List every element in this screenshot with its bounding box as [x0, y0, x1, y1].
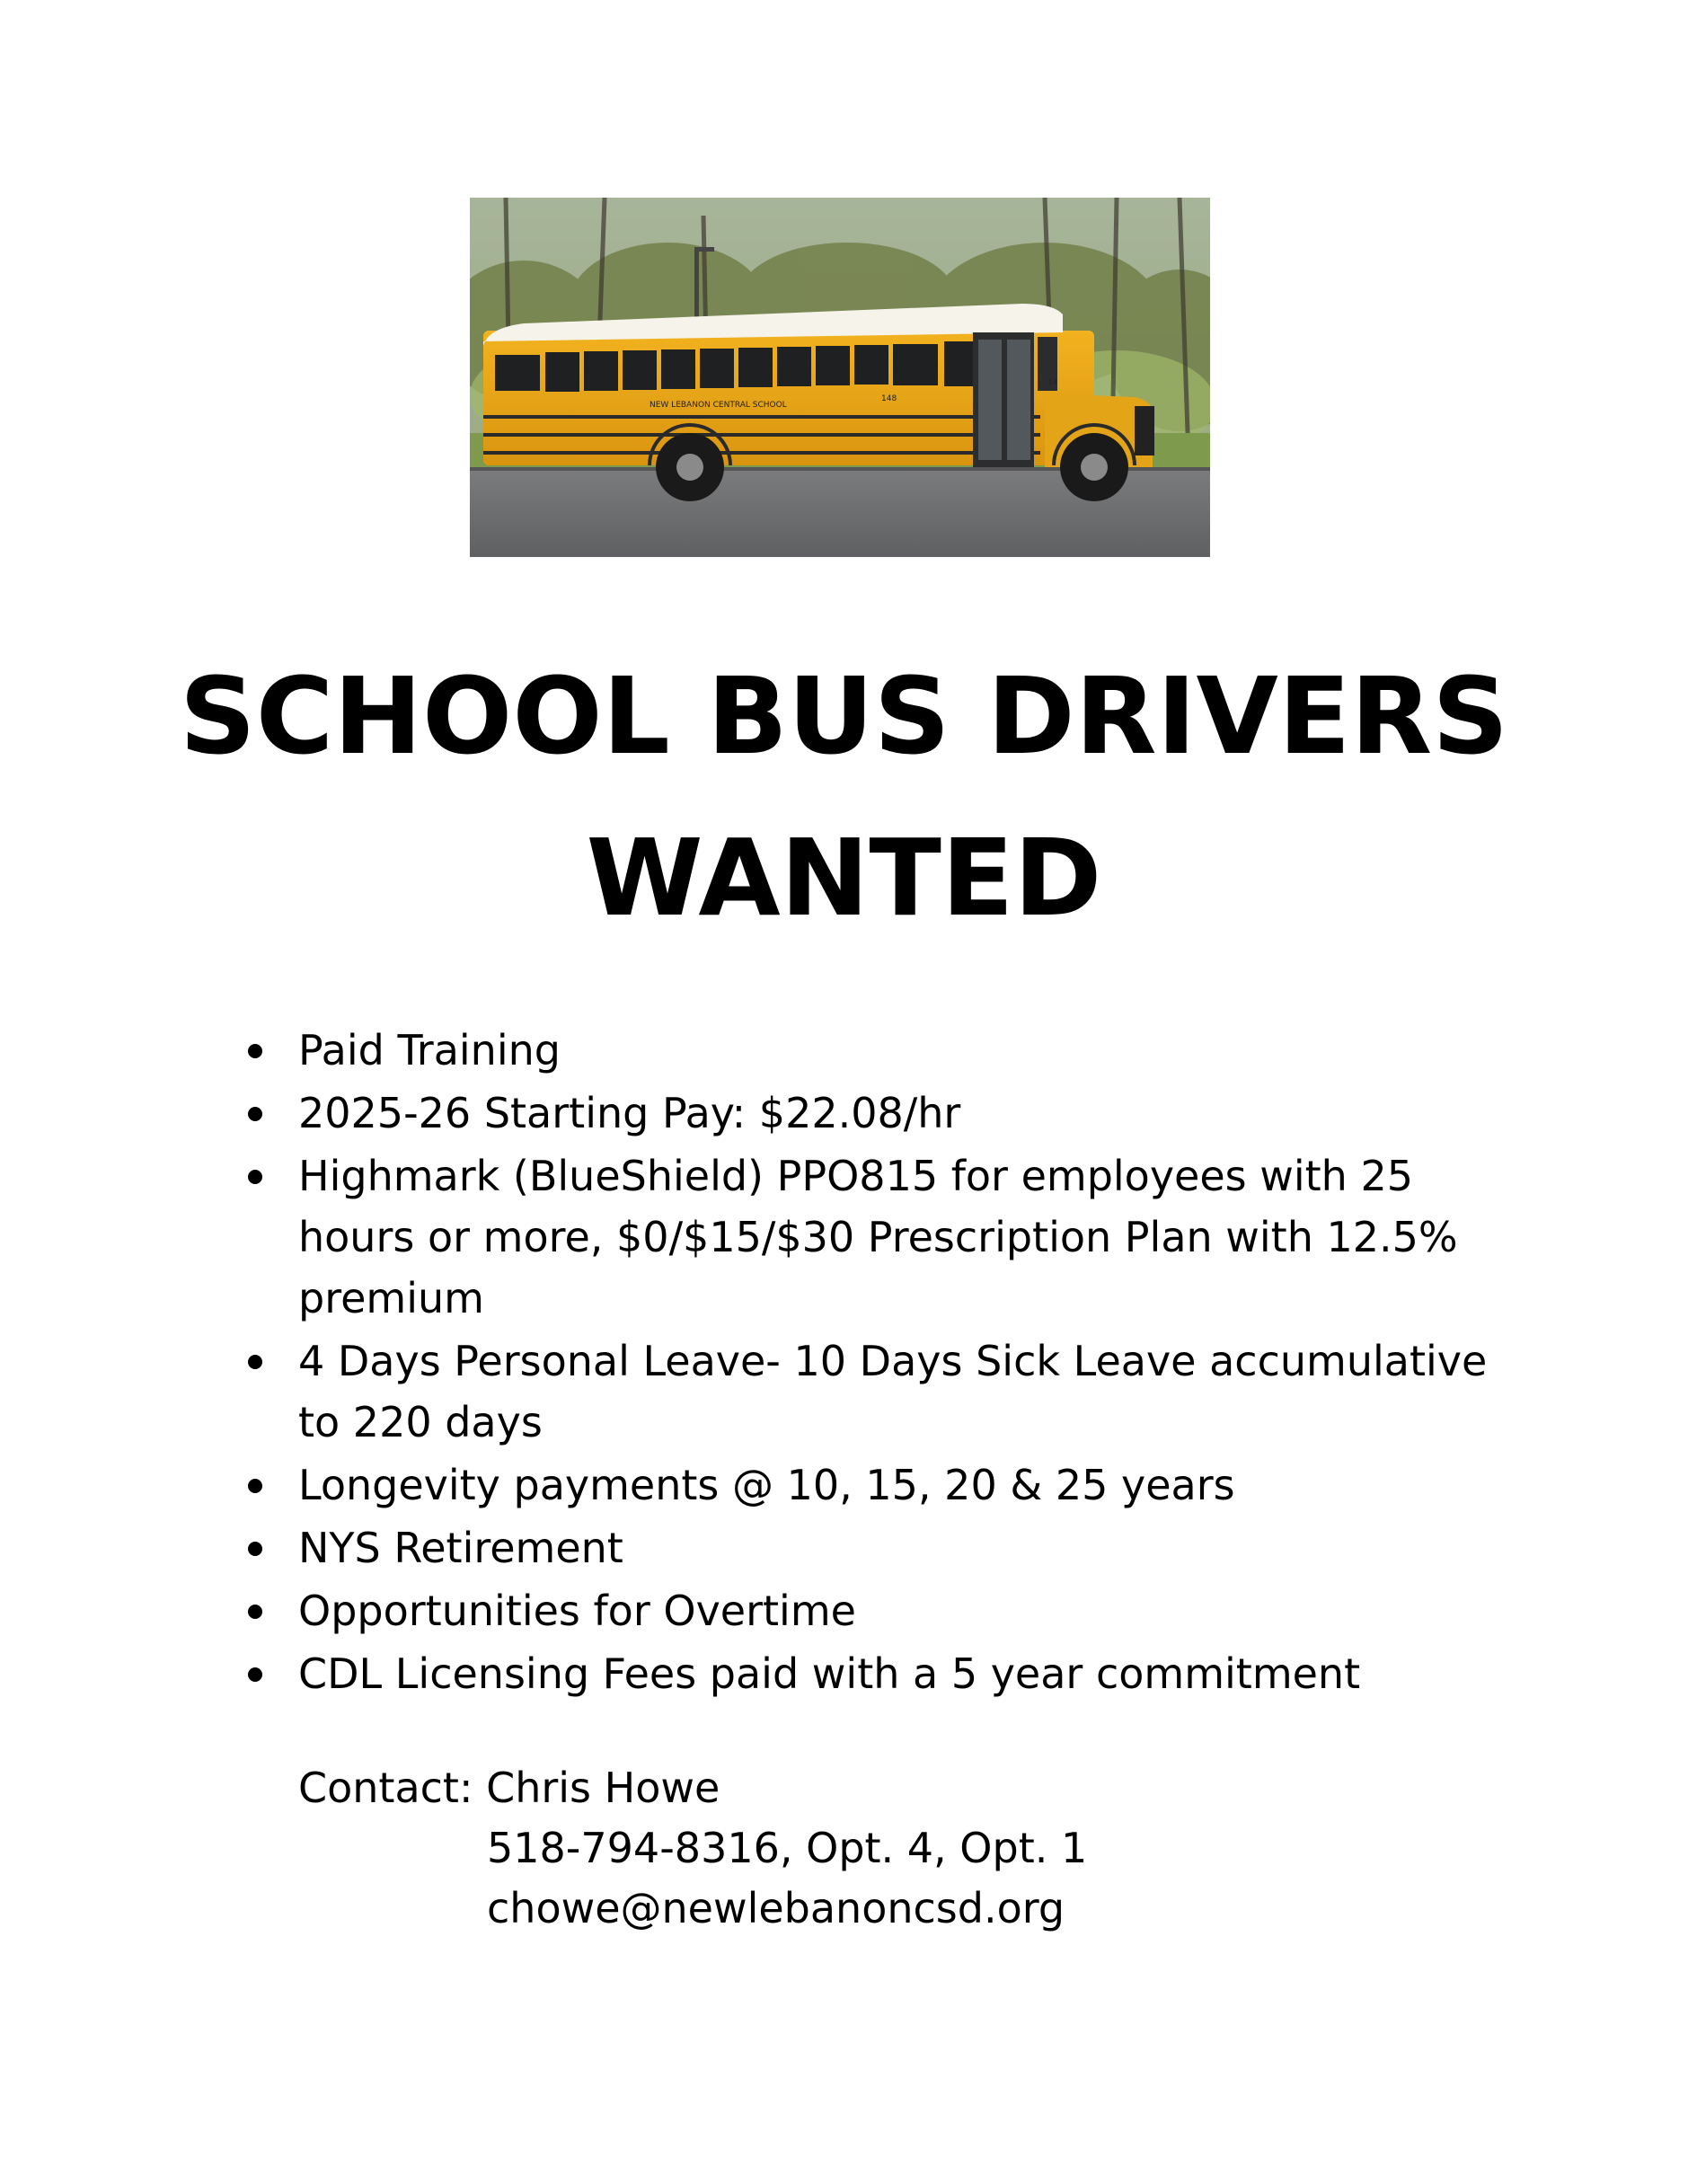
bus-number: 148: [881, 394, 897, 403]
benefit-text: Longevity payments @ 10, 15, 20 & 25 years: [298, 1461, 1235, 1509]
list-item: [243, 1020, 1500, 1081]
list-item: [243, 1517, 1500, 1578]
bus-side-number: 14: [1048, 378, 1058, 386]
benefit-text: 4 Days Personal Leave- 10 Days Sick Leave accumulative to 220 days: [298, 1337, 1488, 1446]
bullet-icon: [248, 1170, 262, 1184]
list-item: [243, 1643, 1500, 1704]
list-item: [243, 1455, 1500, 1516]
benefits-list: [243, 1020, 1500, 1706]
bullet-icon: [248, 1605, 262, 1619]
school-bus-image: [470, 198, 1210, 557]
school-bus-photo: [470, 198, 1210, 557]
contact-phone: 518-794-8316, Opt. 4, Opt. 1: [487, 1824, 1088, 1872]
benefit-text: Highmark (BlueShield) PPO815 for employees with 25 hours or more, $0/$15/$30 Prescription Plan with 12.5% premium: [298, 1152, 1458, 1322]
bullet-icon: [248, 1355, 262, 1369]
headline-line-1: SCHOOL BUS DRIVERS: [179, 654, 1509, 778]
bullet-icon: [248, 1044, 262, 1058]
benefit-text: Paid Training: [298, 1026, 561, 1074]
benefit-text: Opportunities for Overtime: [298, 1587, 856, 1635]
front-wheel: [1060, 433, 1128, 501]
bullet-icon: [248, 1667, 262, 1682]
list-item: [243, 1145, 1500, 1329]
list-item: [243, 1331, 1500, 1453]
headline-line-2: WANTED: [586, 816, 1102, 940]
contact-email[interactable]: chowe@newlebanoncsd.org: [487, 1884, 1065, 1932]
bullet-icon: [248, 1542, 262, 1556]
benefit-text: 2025-26 Starting Pay: $22.08/hr: [298, 1089, 961, 1137]
benefit-text: NYS Retirement: [298, 1524, 623, 1572]
benefit-text: CDL Licensing Fees paid with a 5 year commitment: [298, 1649, 1361, 1698]
contact-name: Contact: Chris Howe: [298, 1764, 720, 1812]
list-item: [243, 1083, 1500, 1144]
list-item: [243, 1580, 1500, 1641]
bullet-icon: [248, 1479, 262, 1493]
bus-lettering: NEW LEBANON CENTRAL SCHOOL: [650, 401, 787, 410]
bullet-icon: [248, 1107, 262, 1121]
rear-wheel: [656, 433, 724, 501]
